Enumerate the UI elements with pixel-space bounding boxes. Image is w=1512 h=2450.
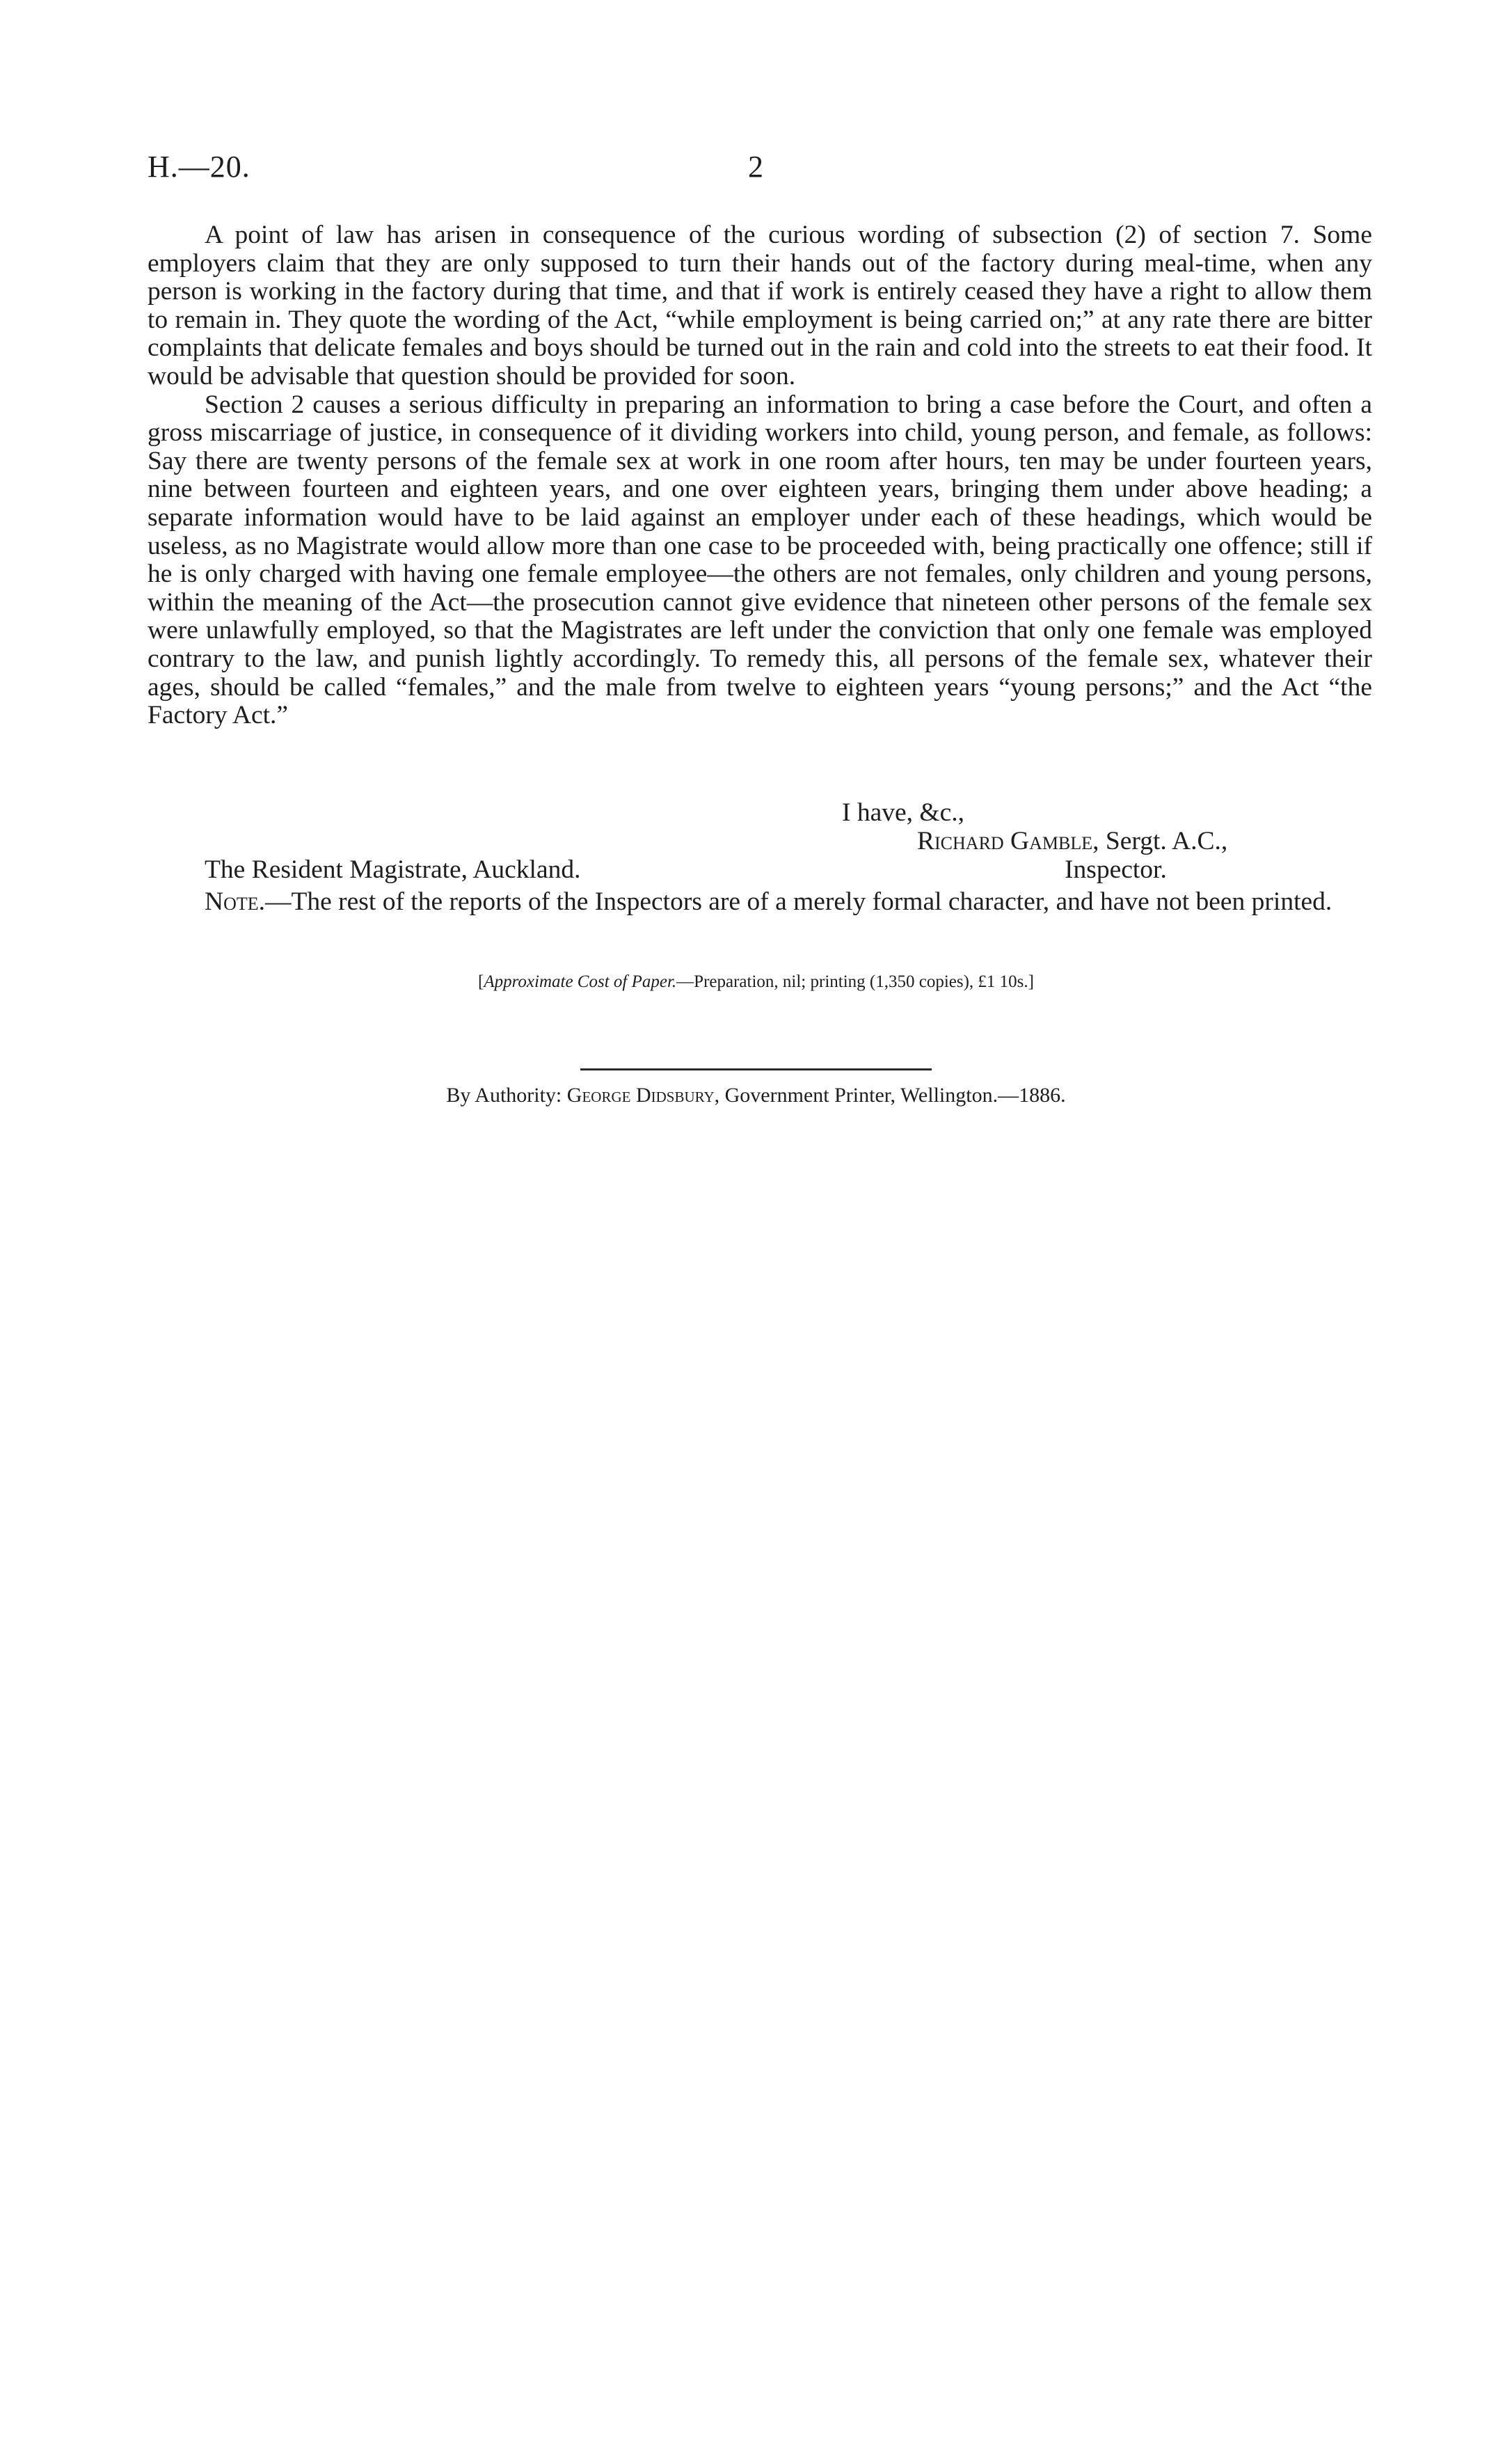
printer-imprint bbox=[0, 1083, 1512, 1108]
horizontal-rule bbox=[580, 1068, 932, 1070]
note-text: —The rest of the reports of the Inspectors are of a merely formal character, and have not been printed. bbox=[265, 887, 1332, 916]
cost-text: —Preparation, nil; printing (1,350 copies), £1 10s. bbox=[676, 972, 1028, 991]
imprint-suffix: , Government Printer, Wellington.—1886. bbox=[714, 1084, 1066, 1107]
letter-closing: I have, &c., bbox=[842, 798, 964, 827]
cost-label: Approximate Cost of Paper. bbox=[484, 972, 677, 991]
imprint-prefix: By Authority: bbox=[446, 1084, 567, 1107]
paragraph-section-2: Section 2 causes a serious difficulty in preparing an information to bring a case before the Court, and often a gross miscarriage of justice, in consequence of it dividing workers into child, young person, and female, as follows: Say there are twenty persons of the female sex at work in one room after hours, ten may be under fourteen years, nine between fourteen and eighteen years, and one over eighteen years, bringing them under above heading; a separate information would have to be laid against an employer under each of these headings, which would be useless, as no Magistrate would allow more than one case to be proceeded with, being practically one offence; still if he is only charged with having one female employee—the others are not females, only children and young persons, within the meaning of the Act—the prosecution cannot give evidence that nineteen other persons of the female sex were unlawfully employed, so that the Magistrates are left under the conviction that only one female was employed contrary to the law, and punish lightly accordingly. To remedy this, all persons of the female sex, whatever their ages, should be called “females,” and the male from twelve to eighteen years “young persons;” and the Act “the Factory Act.” bbox=[148, 390, 1372, 730]
note-paragraph bbox=[148, 888, 1372, 917]
cost-of-paper-line: [Approximate Cost of Paper.—Preparation, nil; printing (1,350 copies), £1 10s.] bbox=[478, 972, 1034, 991]
page-number: 2 bbox=[748, 150, 763, 184]
signer-rank: , Sergt. A.C., bbox=[1092, 827, 1228, 855]
report-body bbox=[148, 221, 1372, 730]
signer-name: Richard Gamble bbox=[917, 827, 1093, 855]
paragraph-meal-time: A point of law has arisen in consequence of the curious wording of subsection (2) of section 7. Some employers claim that they are only supposed to turn their hands out of the factory during meal-time, when any person is working in the factory during that time, and that if work is entirely ceased they have a right to allow them to remain in. They quote the wording of the Act, “while employment is being carried on;” at any rate there are bitter complaints that delicate females and boys should be turned out in the rain and cold into the streets to eat their food. It would be advisable that question should be provided for soon. bbox=[148, 221, 1372, 390]
note-label: Note. bbox=[205, 887, 265, 916]
signature-line bbox=[917, 828, 1227, 856]
note-block bbox=[148, 888, 1372, 917]
document-reference: H.—20. bbox=[148, 150, 250, 184]
signer-title: Inspector. bbox=[1065, 855, 1167, 884]
addressee: The Resident Magistrate, Auckland. bbox=[205, 855, 581, 884]
printer-name: George Didsbury bbox=[566, 1084, 715, 1107]
